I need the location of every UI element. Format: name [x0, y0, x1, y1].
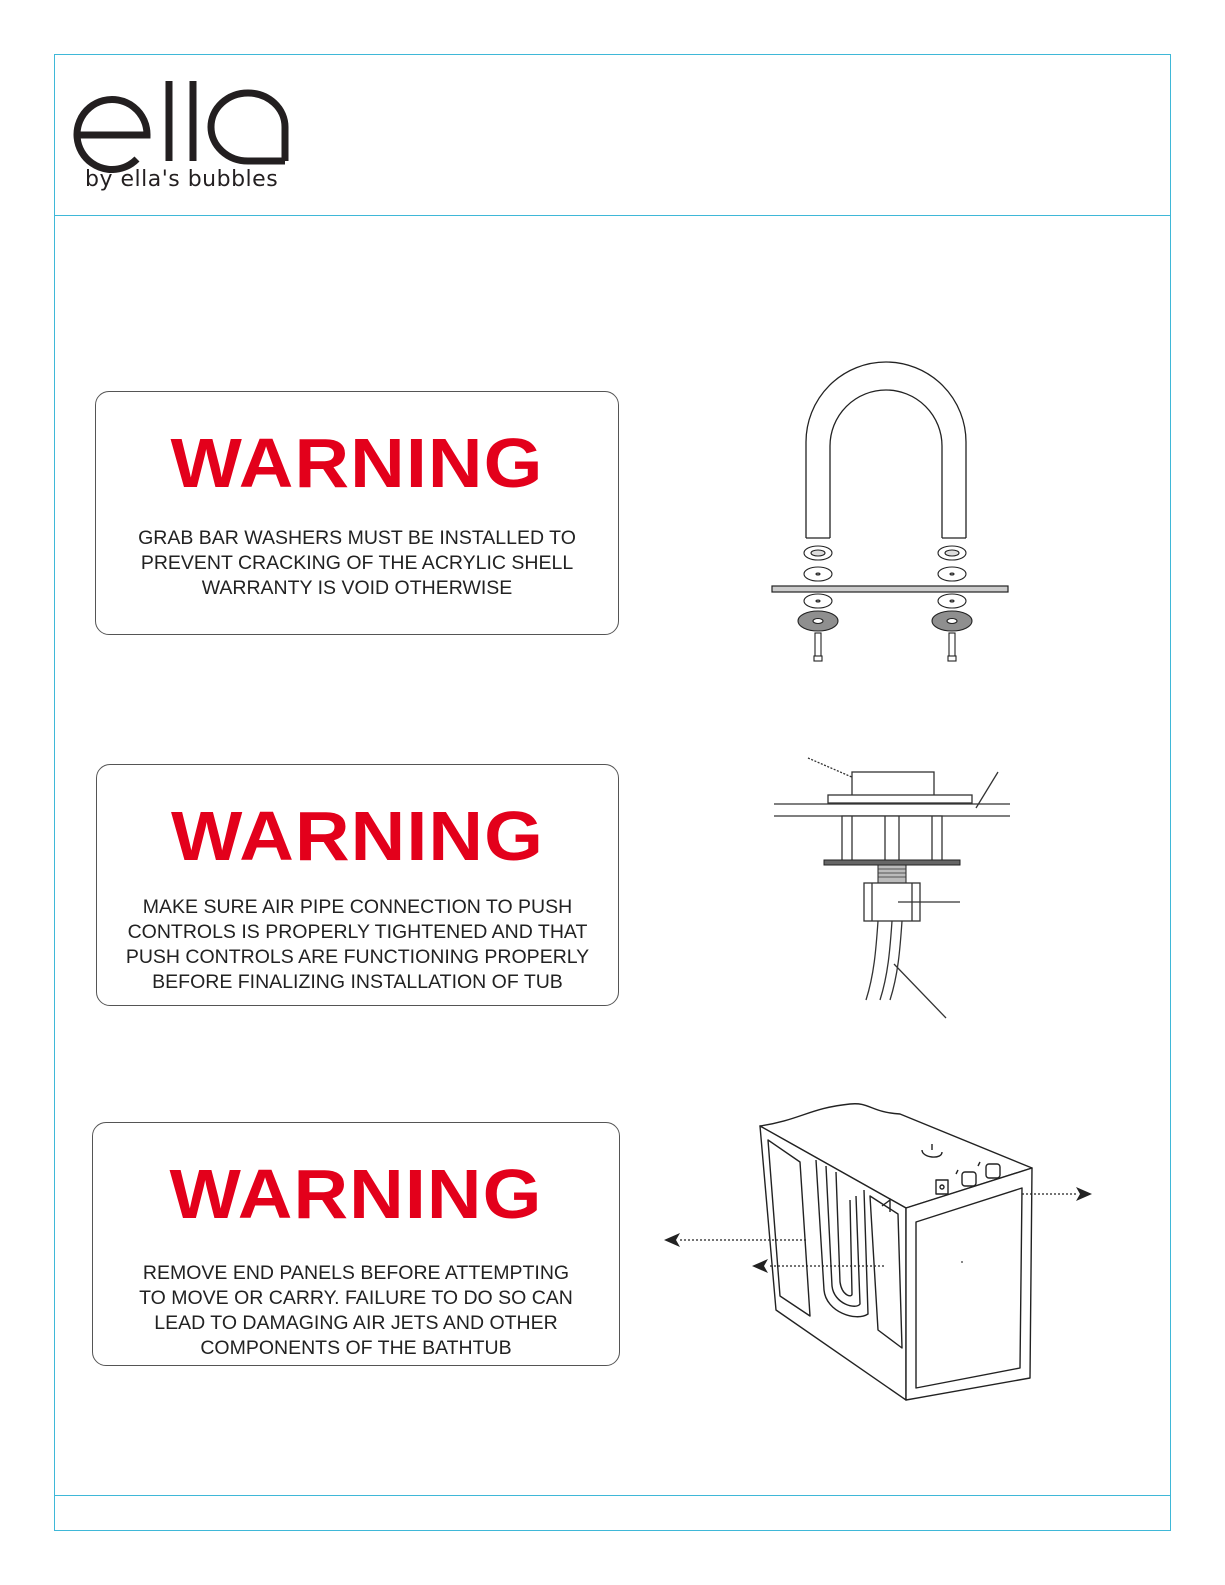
- bathtub-end-panels-diagram: [660, 1090, 1100, 1410]
- warning-title: WARNING: [170, 424, 544, 502]
- warning-text: MAKE SURE AIR PIPE CONNECTION TO PUSH CONTROLS IS PROPERLY TIGHTENED AND THAT PUSH CONTROLS ARE FUNCTIONING PROPERLY BEFORE FINALIZING INSTALLATION OF TUB: [125, 896, 590, 993]
- warning-title: WARNING: [169, 1155, 543, 1233]
- warning-text: GRAB BAR WASHERS MUST BE INSTALLED TO PREVENT CRACKING OF THE ACRYLIC SHELL WARRANTY IS VOID OTHERWISE: [138, 527, 576, 599]
- warning-grab-bar-washers: [95, 391, 619, 635]
- ella-logo-mark: [71, 73, 301, 173]
- warning-text: REMOVE END PANELS BEFORE ATTEMPTING TO MOVE OR CARRY. FAILURE TO DO SO CAN LEAD TO DAMAGING AIR JETS AND OTHER COMPONENTS OF THE BATHTUB: [139, 1262, 573, 1359]
- grab-bar-washer-diagram: [760, 360, 1020, 670]
- warning-title: WARNING: [171, 797, 544, 875]
- header-divider: [55, 215, 1170, 216]
- push-control-air-pipe-diagram: [770, 750, 1020, 1025]
- logo-tagline: by ella's bubbles: [85, 167, 279, 192]
- warning-remove-end-panels: [92, 1122, 620, 1366]
- warning-air-pipe-connection: [96, 764, 619, 1006]
- footer-divider: [55, 1495, 1170, 1496]
